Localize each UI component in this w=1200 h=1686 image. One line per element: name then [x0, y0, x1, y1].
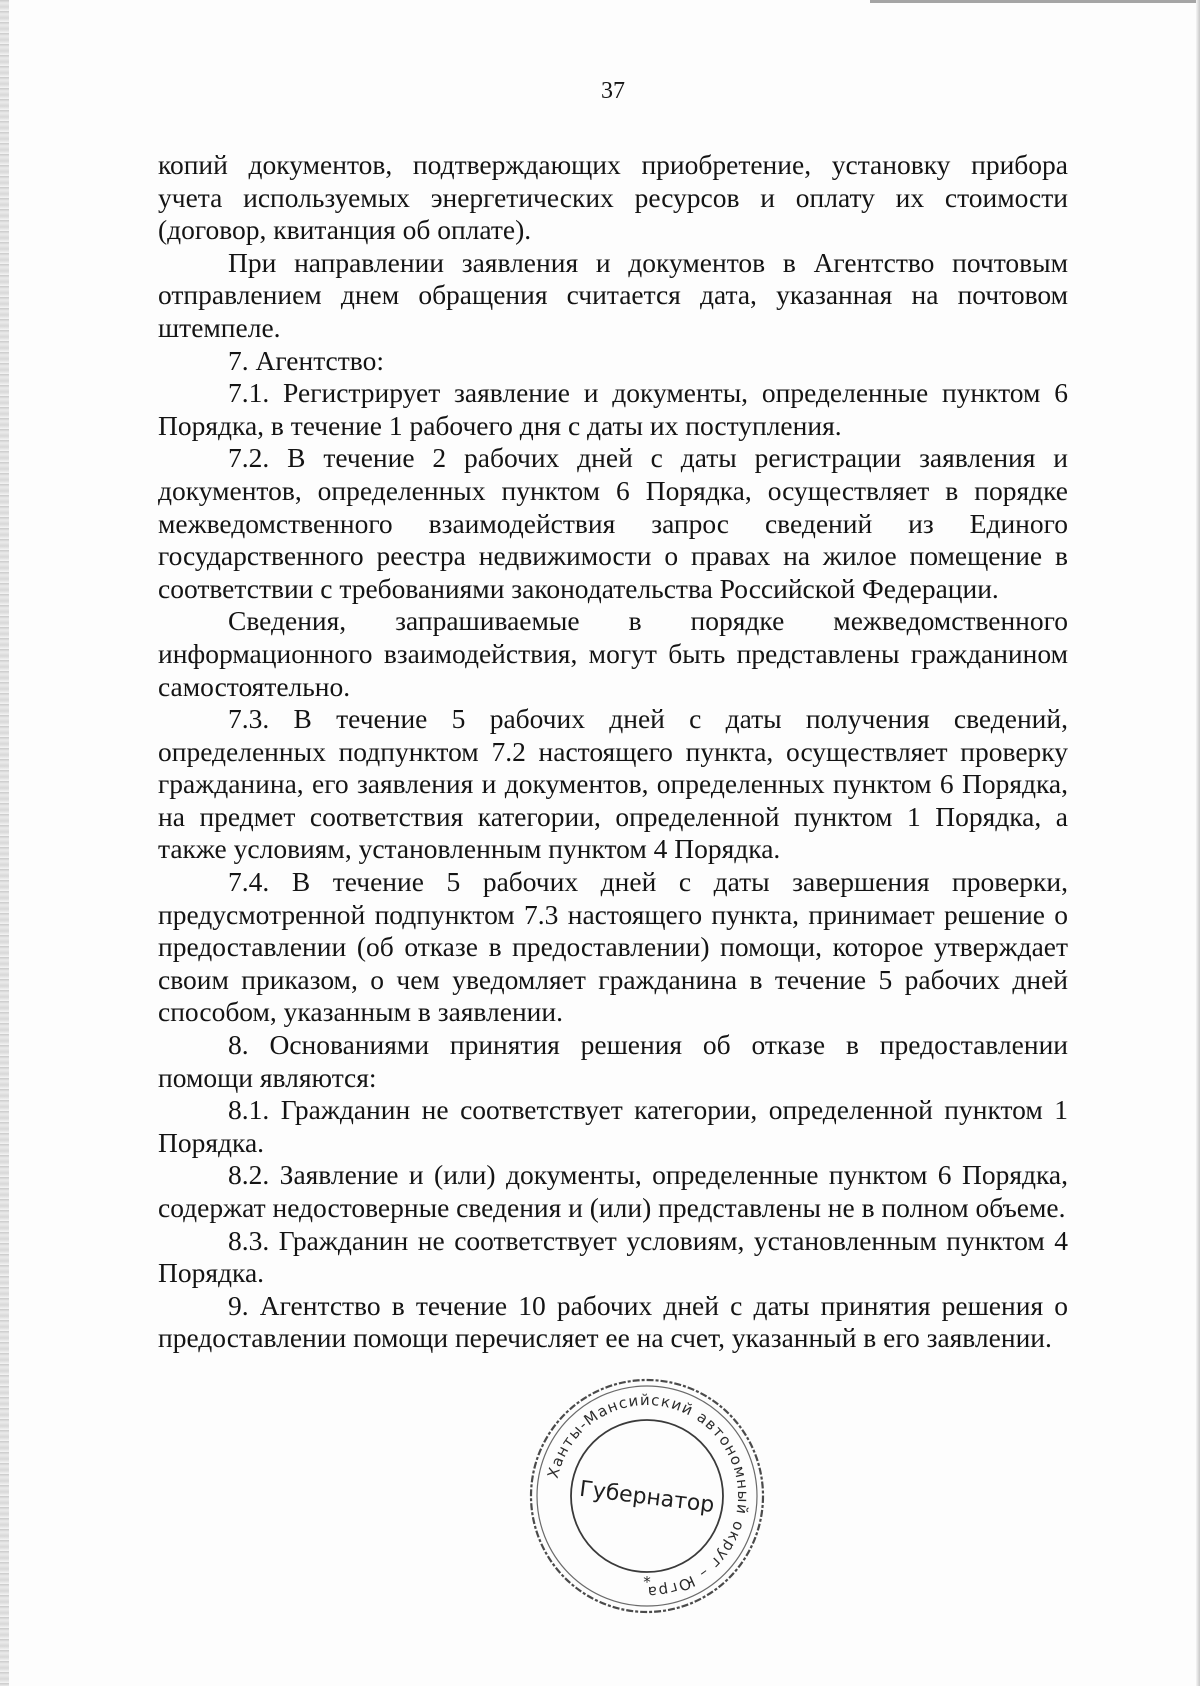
- paragraph: 9. Агентство в течение 10 рабочих дней с даты принятия решения о предоставлении помощи перечисляет ее на счет, указанный в его заявлении.: [158, 1289, 1068, 1354]
- paragraph: 7.1. Регистрирует заявление и документы, определенные пунктом 6 Порядка, в течение 1 рабочего дня с даты их поступления.: [158, 377, 1068, 441]
- paragraph: 7.4. В течение 5 рабочих дней с даты завершения проверки, предусмотренной подпунктом 7.3 настоящего пункта, принимает решение о предоставлении (об отказе в предоставлении) помощи, которое утверждает своим приказом, о чем уведомляет гражданина в течение 5 рабочих дней способом, указанным в заявлении.: [158, 866, 1068, 1028]
- scan-top-edge: [870, 0, 1200, 3]
- document-body: [158, 149, 1068, 1355]
- section-heading: 7. Агентство:: [228, 344, 384, 376]
- paragraph: 7.2. В течение 2 рабочих дней с даты регистрации заявления и документов, определенных пунктом 6 Порядка, осуществляет в порядке межведомственного взаимодействия запрос сведений из Единого государственного реестра недвижимости о правах на жилое помещение в соответствии с требованиями законодательства Российской Федерации.: [158, 442, 1068, 604]
- seal-ring-text: Ханты-Мансийский автономный округ – Югра: [543, 1390, 753, 1602]
- paragraph: Сведения, запрашиваемые в порядке межведомственного информационного взаимодействия, могут быть представлены гражданином самостоятельно.: [158, 605, 1068, 702]
- paragraph: копий документов, подтверждающих приобретение, установку прибора учета используемых энергетических ресурсов и оплату их стоимости (договор, квитанция об оплате).: [158, 149, 1068, 246]
- paragraph: 8. Основаниями принятия решения об отказе в предоставлении помощи являются:: [158, 1029, 1068, 1093]
- page-number: 37: [601, 78, 625, 104]
- paragraph: 8.1. Гражданин не соответствует категории, определенной пунктом 1 Порядка.: [158, 1094, 1068, 1158]
- scan-right-edge: [1196, 0, 1200, 1686]
- seal-center-text: Губернатор: [577, 1476, 716, 1519]
- paragraph: 7.3. В течение 5 рабочих дней с даты получения сведений, определенных подпунктом 7.2 настоящего пункта, осуществляет проверку гражданина, его заявления и документов, определенных пунктом 6 Порядка, на предмет соответствия категории, определенной пунктом 1 Порядка, а также условиям, установленным пунктом 4 Порядка.: [158, 703, 1068, 865]
- seal-star: *: [643, 1573, 651, 1591]
- paragraph: 8.3. Гражданин не соответствует условиям, установленным пунктом 4 Порядка.: [158, 1224, 1068, 1289]
- paragraph: При направлении заявления и документов в Агентство почтовым отправлением днем обращения считается дата, указанная на почтовом штемпеле.: [158, 246, 1068, 343]
- scan-left-edge: [0, 0, 9, 1686]
- paragraph: 8.2. Заявление и (или) документы, определенные пунктом 6 Порядка, содержат недостоверные сведения и (или) представлены не в полном объеме.: [158, 1159, 1068, 1223]
- official-seal: [527, 1376, 767, 1616]
